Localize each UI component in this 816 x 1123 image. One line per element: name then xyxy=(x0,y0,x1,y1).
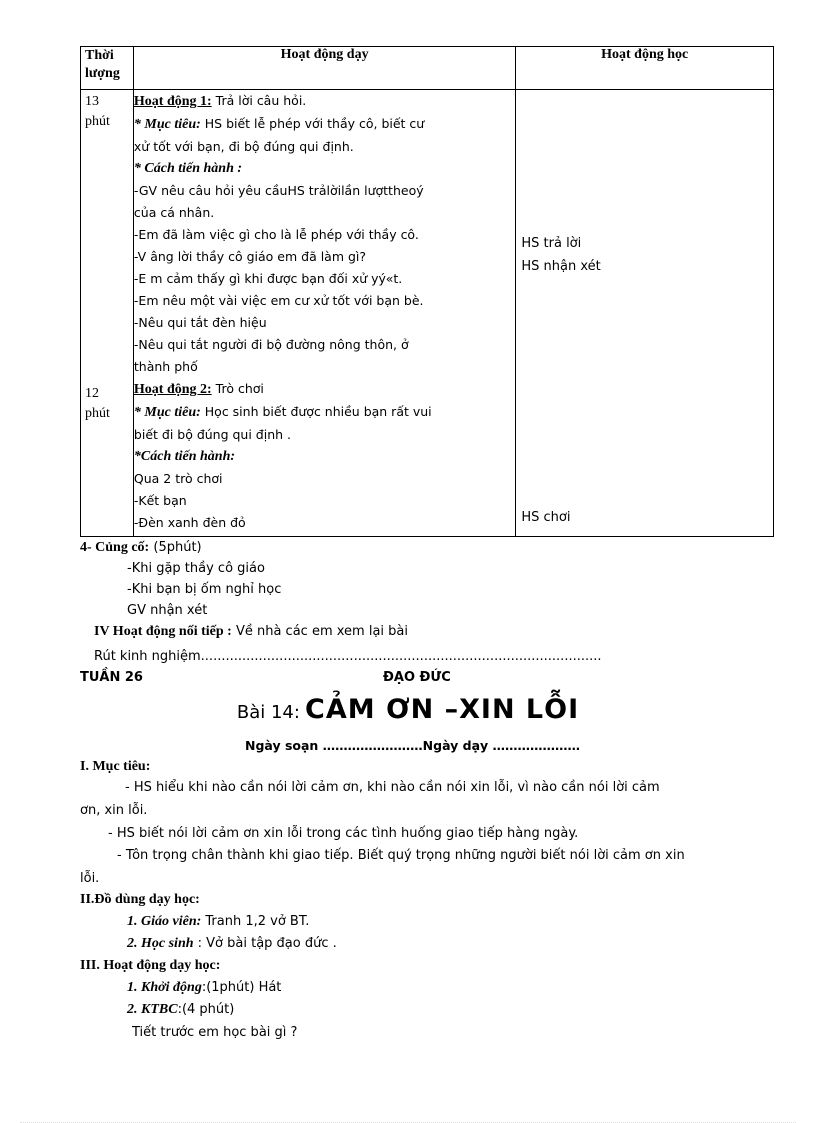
activity2-title: Hoạt động 2: xyxy=(133,382,212,397)
activity1-step: thành phố xyxy=(133,359,198,374)
section1-line: lỗi. xyxy=(80,871,100,886)
activity1-step: -Nêu qui tắt người đi bộ đường nông thôn, ở xyxy=(133,337,409,352)
section3-start: 1. Khởi động:(1phút) Hát xyxy=(127,980,282,995)
activity1-method-label: * Cách tiến hành : xyxy=(133,161,243,176)
activity2-objective-line2: biết đi bộ đúng qui định . xyxy=(133,427,292,442)
duration-2: 12 phút xyxy=(85,386,110,421)
activity1-objective-label: * Mục tiêu: xyxy=(133,117,201,132)
header-student-activity: Hoạt động học xyxy=(516,47,774,90)
activity2-objective-line1: Học sinh biết được nhiều bạn rất vui xyxy=(200,404,432,419)
next-activity: IV Hoạt động nối tiếp : Về nhà các em xem lại bài xyxy=(94,624,408,639)
section2-teacher: 1. Giáo viên: Tranh 1,2 vở BT. xyxy=(127,914,310,929)
student-activity-cell xyxy=(516,90,774,537)
student-play: HS chơi xyxy=(521,510,571,525)
activity1-step: của cá nhân. xyxy=(133,205,215,220)
activity2-objective-label: * Mục tiêu: xyxy=(133,405,201,420)
section1-line: - Tôn trọng chân thành khi giao tiếp. Biết quý trọng những người biết nói lời cảm ơn xin xyxy=(117,848,685,863)
activity1-step: -Em đã làm việc gì cho là lễ phép với thầy cô. xyxy=(133,227,419,242)
activity1-step: -Em nêu một vài việc em cư xử tốt với bạn bè. xyxy=(133,293,424,308)
activity2-step: -Kết bạn xyxy=(133,493,187,508)
dates-line: Ngày soạn ……………………Ngày dạy ………………… xyxy=(245,738,581,753)
section2-student: 2. Học sinh : Vở bài tập đạo đức . xyxy=(127,936,337,951)
student-answer: HS trả lời xyxy=(521,236,582,251)
student-comment: HS nhận xét xyxy=(521,259,601,274)
duration-cell xyxy=(81,90,134,537)
activity1-step: -V âng lời thầy cô giáo em đã làm gì? xyxy=(133,249,367,264)
activity1-step: -E m cảm thấy gì khi được bạn đối xử yý«t. xyxy=(133,271,403,286)
teacher-activity-cell xyxy=(133,90,515,537)
section3-check: 2. KTBC:(4 phút) xyxy=(127,1002,235,1017)
lesson-table xyxy=(80,46,774,537)
activity1-title-rest: Trả lời câu hỏi. xyxy=(211,93,307,108)
consolidation-heading: 4- Củng cố: (5phút) xyxy=(80,540,202,555)
lesson-prefix: Bài 14: xyxy=(236,702,300,723)
week-label: TUẦN 26 xyxy=(80,670,143,685)
subject-label: ĐẠO ĐỨC xyxy=(383,670,451,685)
consolidation-line: GV nhận xét xyxy=(127,603,208,618)
lesson-name: CẢM ƠN –XIN LỖI xyxy=(305,694,580,725)
section3-heading: III. Hoạt động dạy học: xyxy=(80,958,221,973)
activity1-step: -Nêu qui tắt đèn hiệu xyxy=(133,315,267,330)
lesson-title xyxy=(0,694,816,725)
experience-line: Rút kinh nghiệm................................................................................................. xyxy=(94,649,602,664)
section1-line: - HS biết nói lời cảm ơn xin lỗi trong các tình huống giao tiếp hàng ngày. xyxy=(108,826,579,841)
header-teacher-activity: Hoạt động dạy xyxy=(133,47,515,90)
activity1-step: -GV nêu câu hỏi yêu cầuHS trảlờilần lượttheoý xyxy=(133,183,424,198)
activity2-title-rest: Trò chơi xyxy=(211,381,264,396)
duration-1: 13 phút xyxy=(85,94,110,129)
consolidation-line: -Khi bạn bị ốm nghỉ học xyxy=(127,582,282,597)
activity1-objective-line1: HS biết lễ phép với thầy cô, biết cư xyxy=(200,116,425,131)
section1-line: - HS hiểu khi nào cần nói lời cảm ơn, khi nào cần nói xin lỗi, vì nào cần nói lời cảm xyxy=(125,780,660,795)
activity1-title: Hoạt động 1: xyxy=(133,94,212,109)
section2-heading: II.Đồ dùng dạy học: xyxy=(80,892,200,907)
activity2-step: Qua 2 trò chơi xyxy=(133,471,223,486)
activity2-step: -Đèn xanh đèn đỏ xyxy=(133,515,246,530)
section1-line: ơn, xin lỗi. xyxy=(80,803,148,818)
section1-heading: I. Mục tiêu: xyxy=(80,759,151,774)
activity2-method-label: *Cách tiến hành: xyxy=(133,449,236,464)
activity1-objective-line2: xử tốt với bạn, đi bộ đúng qui định. xyxy=(133,139,354,154)
section3-question: Tiết trước em học bài gì ? xyxy=(132,1025,298,1040)
header-duration: Thời lượng xyxy=(81,47,134,90)
consolidation-line: -Khi gặp thầy cô giáo xyxy=(127,561,265,576)
